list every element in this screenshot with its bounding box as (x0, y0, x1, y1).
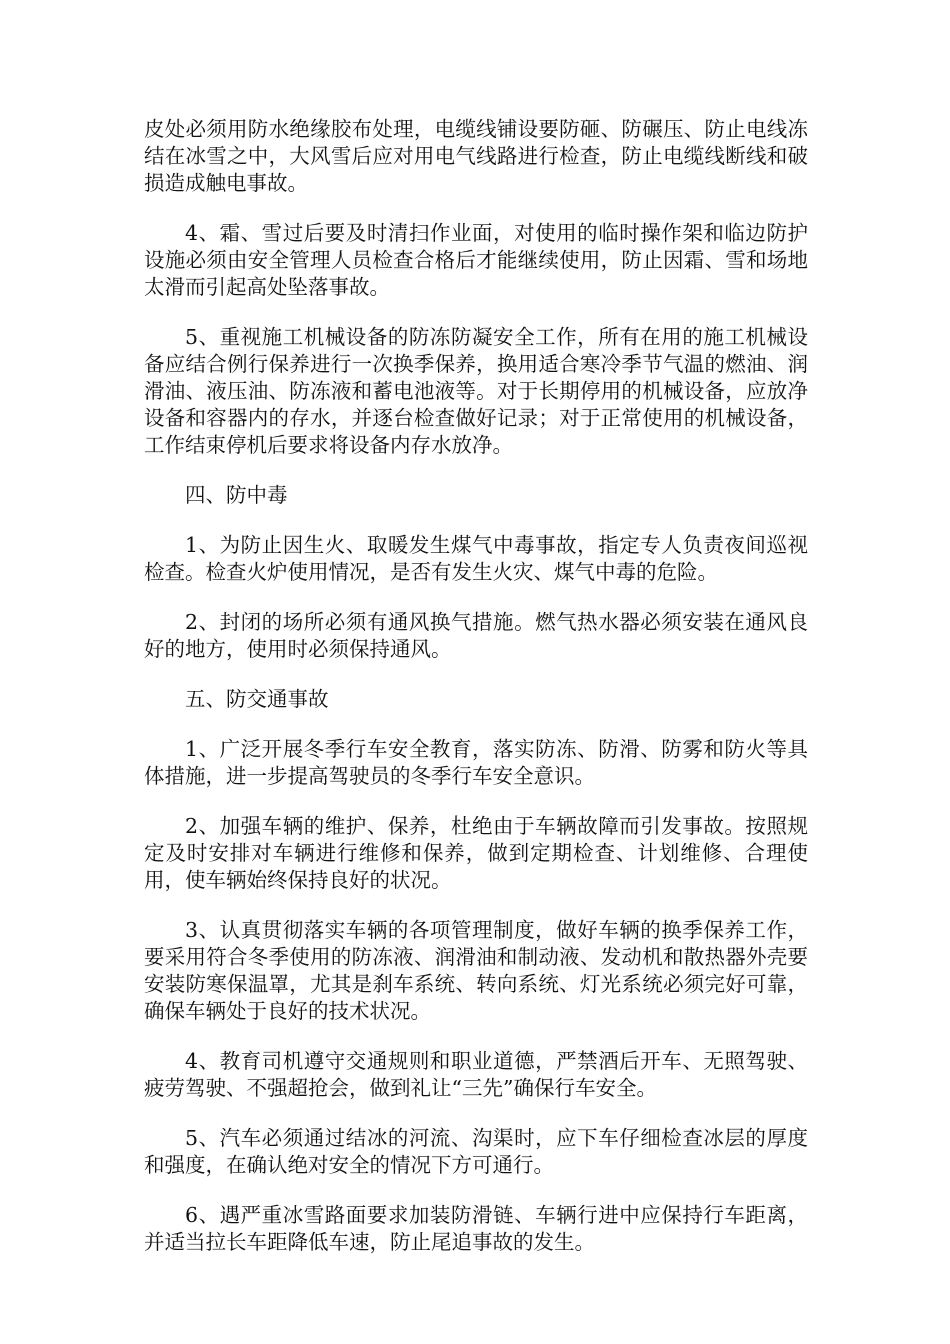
section-heading-traffic-accidents: 五、防交通事故 (185, 687, 329, 711)
paragraph-traffic-4: 4、教育司机遵守交通规则和职业道德，严禁酒后开车、无照驾驶、疲劳驾驶、不强超抢会，做到礼让“三先”确保行车安全。 (144, 1049, 808, 1100)
paragraph-traffic-2: 2、加强车辆的维护、保养，杜绝由于车辆故障而引发事故。按照规定及时安排对车辆进行维修和保养，做到定期检查、计划维修、合理使用，使车辆始终保持良好的状况。 (144, 814, 808, 892)
paragraph-traffic-1: 1、广泛开展冬季行车安全教育，落实防冻、防滑、防雾和防火等具体措施，进一步提高驾驶员的冬季行车安全意识。 (144, 737, 808, 788)
paragraph-continuation: 皮处必须用防水绝缘胶布处理，电缆线铺设要防砸、防碾压、防止电线冻结在冰雪之中，大风雪后应对用电气线路进行检查，防止电缆线断线和破损造成触电事故。 (144, 117, 808, 195)
paragraph-traffic-5: 5、汽车必须通过结冰的河流、沟渠时，应下车仔细检查冰层的厚度和强度，在确认绝对安全的情况下方可通行。 (144, 1126, 808, 1177)
section-heading-anti-poisoning: 四、防中毒 (185, 483, 288, 507)
document-page (144, 116, 808, 1279)
paragraph-traffic-6: 6、遇严重冰雪路面要求加装防滑链、车辆行进中应保持行车距离，并适当拉长车距降低车速，防止尾追事故的发生。 (144, 1203, 808, 1254)
paragraph-poisoning-2: 2、封闭的场所必须有通风换气措施。燃气热水器必须安装在通风良好的地方，使用时必须保持通风。 (144, 610, 808, 661)
paragraph-poisoning-1: 1、为防止因生火、取暖发生煤气中毒事故，指定专人负责夜间巡视检查。检查火炉使用情况，是否有发生火灾、煤气中毒的危险。 (144, 533, 808, 584)
paragraph-item-4: 4、霜、雪过后要及时清扫作业面，对使用的临时操作架和临边防护设施必须由安全管理人员检查合格后才能继续使用，防止因霜、雪和场地太滑而引起高处坠落事故。 (144, 221, 808, 299)
paragraph-item-5: 5、重视施工机械设备的防冻防凝安全工作，所有在用的施工机械设备应结合例行保养进行一次换季保养，换用适合寒冷季节气温的燃油、润滑油、液压油、防冻液和蓄电池液等。对于长期停用的机械设备，应放净设备和容器内的存水，并逐台检查做好记录；对于正常使用的机械设备，工作结束停机后要求将设备内存水放净。 (144, 325, 808, 457)
paragraph-traffic-3: 3、认真贯彻落实车辆的各项管理制度，做好车辆的换季保养工作，要采用符合冬季使用的防冻液、润滑油和制动液、发动机和散热器外壳要安装防寒保温罩，尤其是刹车系统、转向系统、灯光系统必须完好可靠，确保车辆处于良好的技术状况。 (144, 918, 808, 1023)
